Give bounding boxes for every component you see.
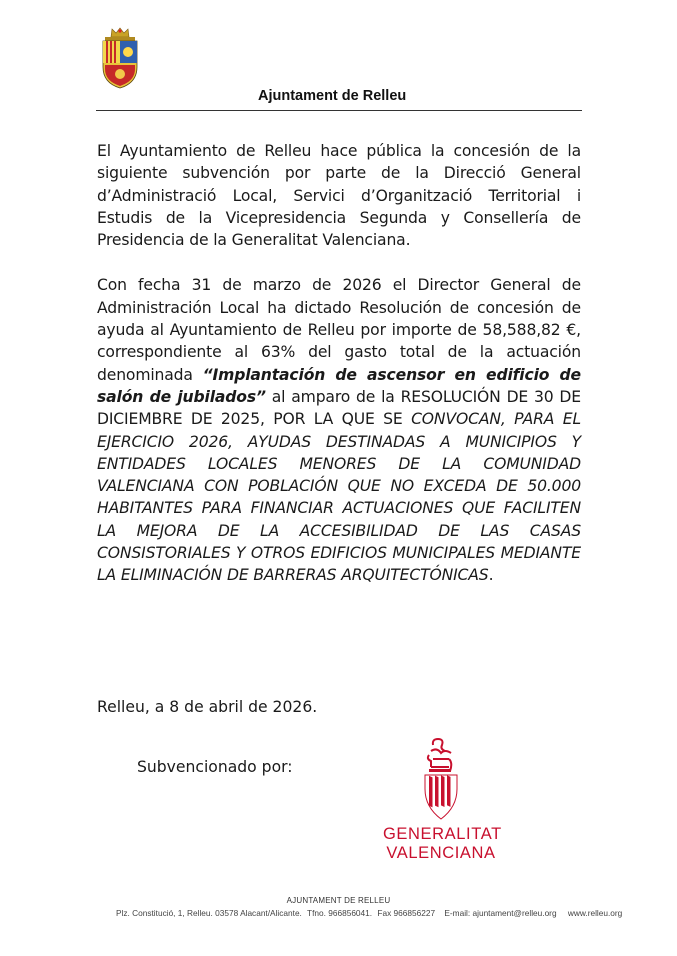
document-body — [97, 140, 581, 587]
generalitat-emblem-icon — [423, 737, 459, 821]
project-name: “Implantación de ascensor en edificio de salón de jubilados” — [97, 365, 581, 406]
footer-address: Plz. Constitució, 1, Relleu. 03578 Alacant/Alicante. — [116, 908, 302, 918]
footer-web[interactable]: www.relleu.org — [567, 908, 623, 918]
footer-title: AJUNTAMENT DE RELLEU — [286, 896, 391, 905]
generalitat-logo-line2: VALENCIANA — [386, 844, 496, 862]
generalitat-logo — [383, 737, 502, 863]
generalitat-logo-line1: GENERALITAT — [383, 825, 502, 843]
paragraph-resolution — [97, 274, 581, 586]
paragraph-announcement: El Ayuntamiento de Relleu hace pública la concesión de la siguiente subvención por parte de la Direcció General d’Administració Local, Servici d’Organització Territorial i Estudis de la Vicepresidencia Segunda y Consellería de Presidencia de la Generalitat Valenciana. — [97, 142, 581, 250]
municipal-crest-icon — [100, 27, 140, 89]
resolution-middle: al amparo de la RESOLUCIÓN DE 30 DE DICIEMBRE DE 2025, POR LA QUE SE — [97, 387, 581, 429]
subsidized-by-label: Subvencionado por: — [137, 758, 293, 776]
resolution-intro: Con fecha 31 de marzo de 2026 el Director General de Administración Local ha dictado Resolución de concesión de ayuda al Ayuntamiento de Relleu por importe de 58,588,82 €, correspondiente al 63% del gasto total de la actuación denominada — [97, 276, 581, 384]
footer-email[interactable]: E-mail: ajuntament@relleu.org — [444, 908, 557, 918]
header-divider — [96, 110, 582, 111]
page-title: Ajuntament de Relleu — [258, 88, 407, 104]
footer-contact — [116, 908, 625, 918]
resolution-end: . — [488, 566, 494, 585]
dateline: Relleu, a 8 de abril de 2026. — [97, 698, 318, 716]
footer-phone: Tfno. 966856041. — [307, 908, 373, 918]
footer-fax: Fax 966856227 — [377, 908, 436, 918]
resolution-title: CONVOCAN, PARA EL EJERCICIO 2026, AYUDAS DESTINADAS A MUNICIPIOS Y ENTIDADES LOCALES MENORES DE LA COMUNIDAD VALENCIANA CON POBLACIÓN QUE NO EXCEDA DE 50.000 HABITANTES PARA FINANCIAR ACTUACIONES QUE FACILITEN LA MEJORA DE LA ACCESIBILIDAD DE LAS CASAS CONSISTORIALES Y OTROS EDIFICIOS MUNICIPALES MEDIANTE LA ELIMINACIÓN DE BARRERAS ARQUITECTÓNICAS — [97, 410, 581, 585]
